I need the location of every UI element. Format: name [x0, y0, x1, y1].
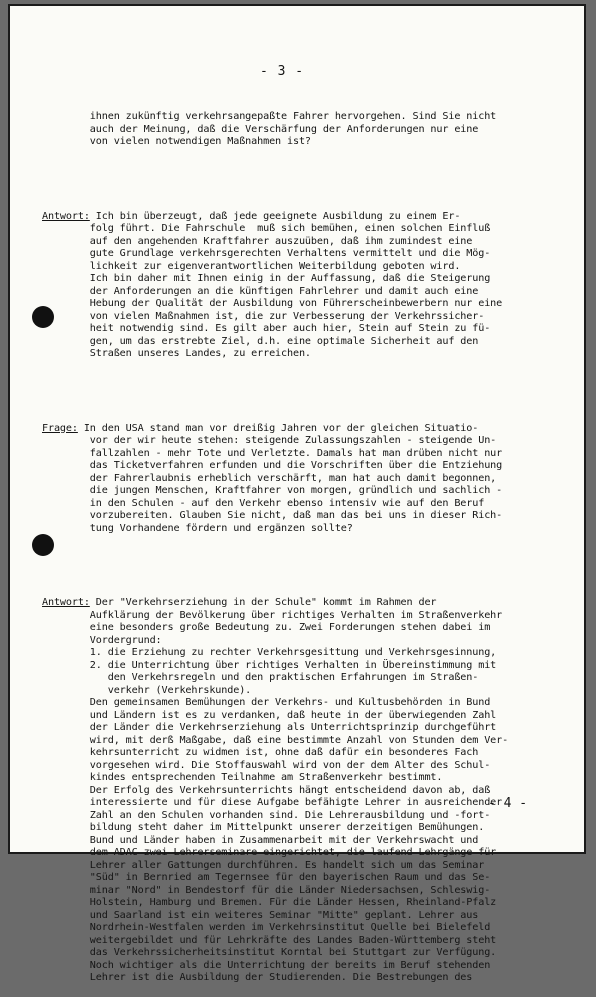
text-line: gen, um das erstrebte Ziel, d.h. eine optimale Sicherheit auf den — [42, 335, 479, 347]
text-line: Noch wichtiger als die Unterrichtung der bereits im Beruf stehenden — [42, 959, 491, 971]
text-line: vor der wir heute stehen: steigende Zulassungszahlen - steigende Un- — [42, 435, 497, 446]
text-line: Vordergrund: — [42, 634, 162, 646]
text-line: minar "Nord" in Bendestorf für die Länder Niedersachsen, Schleswig- — [42, 884, 491, 896]
text-line: Aufklärung der Bevölkerung über richtiges Verhalten im Straßenverkehr — [42, 609, 503, 621]
text-line: den Verkehrsregeln und den praktischen Erfahrungen im Straßen- — [42, 672, 479, 683]
text-line: "Süd" in Bernried am Tegernsee für den bayerischen Raum und das Se- — [42, 872, 491, 883]
answer-label: Antwort: — [42, 597, 90, 608]
text-line: ihnen zukünftig verkehrsangepaßte Fahrer hervorgehen. Sind Sie nicht — [42, 111, 497, 122]
text-line: interessierte und für diese Aufgabe befähigte Lehrer in ausreichender — [42, 797, 503, 808]
text-line: gute Grundlage verkehrsgerechten Verhaltens vermittelt und die Mög- — [42, 248, 491, 259]
text-line: kehrsunterricht zu widmen ist, ohne daß dafür ein besonderes Fach — [42, 747, 479, 758]
text-line: 2. die Unterrichtung über richtiges Verhalten in Übereinstimmung mit — [42, 659, 497, 671]
text-line: Nordrhein-Westfalen werden im Verkehrsinstitut Quelle bei Bielefeld — [42, 922, 491, 933]
answer-2 — [42, 597, 572, 985]
text-line: auf den angehenden Kraftfahrer auszuüben, daß ihm zumindest eine — [42, 235, 473, 247]
text-line: kindes entsprechenden Teilnahme am Straßenverkehr bestimmt. — [42, 772, 443, 783]
text-line: der Fahrerlaubnis erheblich verschärft, man hat auch damit begonnen, — [42, 472, 497, 484]
text-line: Hebung der Qualität der Ausbildung von Führerscheinbewerbern nur eine — [42, 298, 503, 309]
text-line: auch der Meinung, daß die Verschärfung der Anforderungen nur eine — [42, 123, 479, 135]
text-line: und Ländern ist es zu verdanken, daß heute in der überwiegenden Zahl — [42, 709, 497, 721]
text-line: folg führt. Die Fahrschule muß sich bemühen, einen solchen Einfluß — [42, 223, 491, 234]
text-line: 1. die Erziehung zu rechter Verkehrsgesittung und Verkehrsgesinnung, — [42, 647, 497, 658]
text-line: die jungen Menschen, Kraftfahrer von morgen, gründlich und sachlich - — [42, 485, 503, 496]
text-line: fallzahlen - mehr Tote und Verletzte. Damals hat man drüben nicht nur — [42, 447, 503, 459]
text-line: heit notwendig sind. Es gilt aber auch hier, Stein auf Stein zu fü- — [42, 323, 491, 334]
text-line: Der "Verkehrserziehung in der Schule" kommt im Rahmen der — [89, 597, 437, 608]
text-line: weitergebildet und für Lehrkräfte des Landes Baden-Württemberg steht — [42, 934, 497, 946]
question-label: Frage: — [42, 422, 78, 434]
text-line: lichkeit zur eigenverantwortlichen Weiterbildung geboten wird. — [42, 260, 461, 272]
text-line: tung Vorhandene fördern und ergänzen sollte? — [42, 522, 353, 534]
answer-1 — [42, 211, 572, 361]
text-line: wird, mit derß Maßgabe, daß eine bestimmte Anzahl von Stunden dem Ver- — [42, 734, 509, 746]
text-line: vorgesehen wird. Die Stoffauswahl wird von der dem Alter des Schul- — [42, 759, 491, 771]
text-line: dem ADAC zwei Lehrerseminare eingerichtet, die laufend Lehrgänge für — [42, 847, 497, 858]
text-line: Lehrer aller Gattungen durchführen. Es handelt sich um das Seminar — [42, 859, 485, 871]
text-line: von vielen notwendigen Maßnahmen ist? — [42, 136, 311, 147]
text-line: das Verkehrssicherheitsinstitut Korntal bei Stuttgart zur Verfügung. — [42, 947, 497, 958]
question-2 — [42, 423, 572, 536]
text-line: und Saarland ist ein weiteres Seminar "Mitte" geplant. Lehrer aus — [42, 909, 479, 921]
text-line: verkehr (Verkehrskunde). — [42, 684, 252, 696]
text-line: Zahl an den Schulen vorhanden sind. Die Lehrerausbildung und -fort- — [42, 809, 491, 821]
text-line: Der Erfolg des Verkehrsunterrichts hängt entscheidend davon ab, daß — [42, 784, 491, 796]
text-line: vorzubereiten. Glauben Sie nicht, daß man das bei uns in dieser Rich- — [42, 510, 503, 521]
page-number: - 3 - — [260, 64, 305, 79]
text-line: Ich bin überzeugt, daß jede geeignete Ausbildung zu einem Er- — [89, 210, 461, 222]
text-line: von vielen Maßnahmen ist, die zur Verbesserung der Verkehrssicher- — [42, 310, 485, 322]
text-line: eine besonders große Bedeutung zu. Zwei Forderungen stehen dabei im — [42, 622, 491, 633]
text-line: Ich bin daher mit Ihnen einig in der Auffassung, daß die Steigerung — [42, 273, 491, 284]
text-line: Lehrer ist die Ausbildung der Studierenden. Die Bestrebungen des — [42, 972, 473, 983]
footer-catchword: - 4 - — [488, 796, 528, 811]
answer-label: Antwort: — [42, 210, 90, 222]
intro-paragraph — [42, 111, 572, 149]
text-line: das Ticketverfahren erfunden und die Vorschriften über die Entziehung — [42, 460, 503, 471]
text-line: Straßen unseres Landes, zu erreichen. — [42, 348, 311, 359]
text-line: Holstein, Hamburg und Bremen. Für die Länder Hessen, Rheinland-Pfalz — [42, 897, 497, 908]
text-line: der Länder die Verkehrserziehung als Unterrichtsprinzip durchgeführt — [42, 722, 497, 733]
text-line: Den gemeinsamen Bemühungen der Verkehrs- und Kultusbehörden in Bund — [42, 697, 491, 708]
document-body — [42, 86, 572, 997]
text-line: bildung steht daher im Mittelpunkt unserer derzeitigen Bemühungen. — [42, 822, 485, 833]
text-line: der Anforderungen an die künftigen Fahrlehrer und damit auch eine — [42, 285, 479, 297]
text-line: In den USA stand man vor dreißig Jahren vor der gleichen Situatio- — [77, 422, 479, 434]
text-line: Bund und Länder haben in Zusammenarbeit mit der Verkehrswacht und — [42, 834, 479, 846]
text-line: in den Schulen - auf den Verkehr ebenso intensiv wie auf den Beruf — [42, 497, 485, 509]
